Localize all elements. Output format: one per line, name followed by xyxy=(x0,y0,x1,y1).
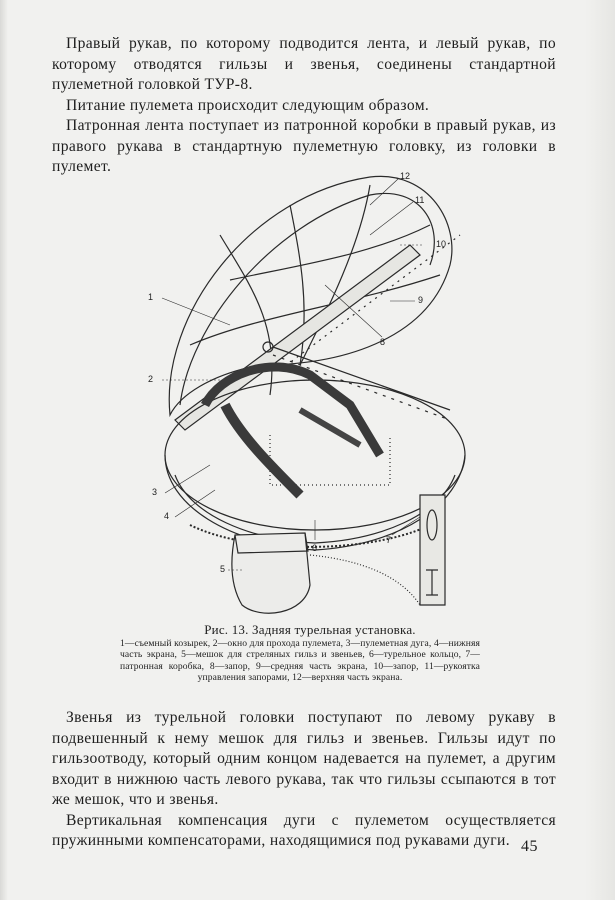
paragraph: Правый рукав, по которому подводится лента, и левый рукав, по которому отводятся гильзы и звенья, соединены стандартной пулеметной головкой ТУР-8. xyxy=(52,35,556,93)
callout-6: 6 xyxy=(312,543,318,553)
callout-4: 4 xyxy=(164,511,170,521)
figure-caption-title: Рис. 13. Задняя турельная установка. xyxy=(204,622,416,637)
top-text-block xyxy=(52,34,556,178)
shell-bag xyxy=(232,533,310,613)
paragraph: Патронная лента поступает из патронной коробки в правый рукав, из правого рукава в стандартную пулеметную головку, из головки в пулемет. xyxy=(52,117,556,175)
page-left-edge xyxy=(0,0,8,900)
callout-1: 1 xyxy=(148,292,154,302)
turret-illustration xyxy=(130,165,490,620)
callout-2: 2 xyxy=(148,374,154,384)
callout-8: 8 xyxy=(380,337,386,347)
paragraph: Питание пулемета происходит следующим образом. xyxy=(66,96,430,114)
page-number: 45 xyxy=(521,838,538,855)
callout-10: 10 xyxy=(436,239,447,249)
paragraph: Вертикальная компенсация дуги с пулеметом осуществляется пружинными компенсаторами, находящимися под рукавами дуги. xyxy=(52,811,556,849)
callout-7: 7 xyxy=(386,535,392,545)
bottom-text-block xyxy=(52,708,556,852)
callout-9: 9 xyxy=(418,295,424,305)
page-right-edge xyxy=(585,0,615,900)
turret-drawing xyxy=(130,165,490,620)
callout-5: 5 xyxy=(220,564,226,574)
callout-12: 12 xyxy=(400,171,411,181)
paragraph: Звенья из турельной головки поступают по левому рукаву в подвешенный к нему мешок для гильз и звеньев. Гильзы идут по гильзоотводу, который одним концом надевается на пулемет, а другим входит в нижнюю часть левого рукава, так что гильзы ссыпаются в тот же мешок, что и звенья. xyxy=(52,709,556,808)
callout-3: 3 xyxy=(152,487,158,497)
figure-caption-legend: 1—съемный козырек, 2—окно для прохода пулемета, 3—пулеметная дуга, 4—нижняя часть экрана, 5—мешок для стреляных гильз и звеньев, 6—турельное кольцо, 7—патронная коробка, 8—запор, 9—средняя часть экрана, 10—запор, 11—рукоятка управления запорами, 12—верхняя часть экрана. xyxy=(120,638,480,683)
callout-11: 11 xyxy=(415,195,425,205)
